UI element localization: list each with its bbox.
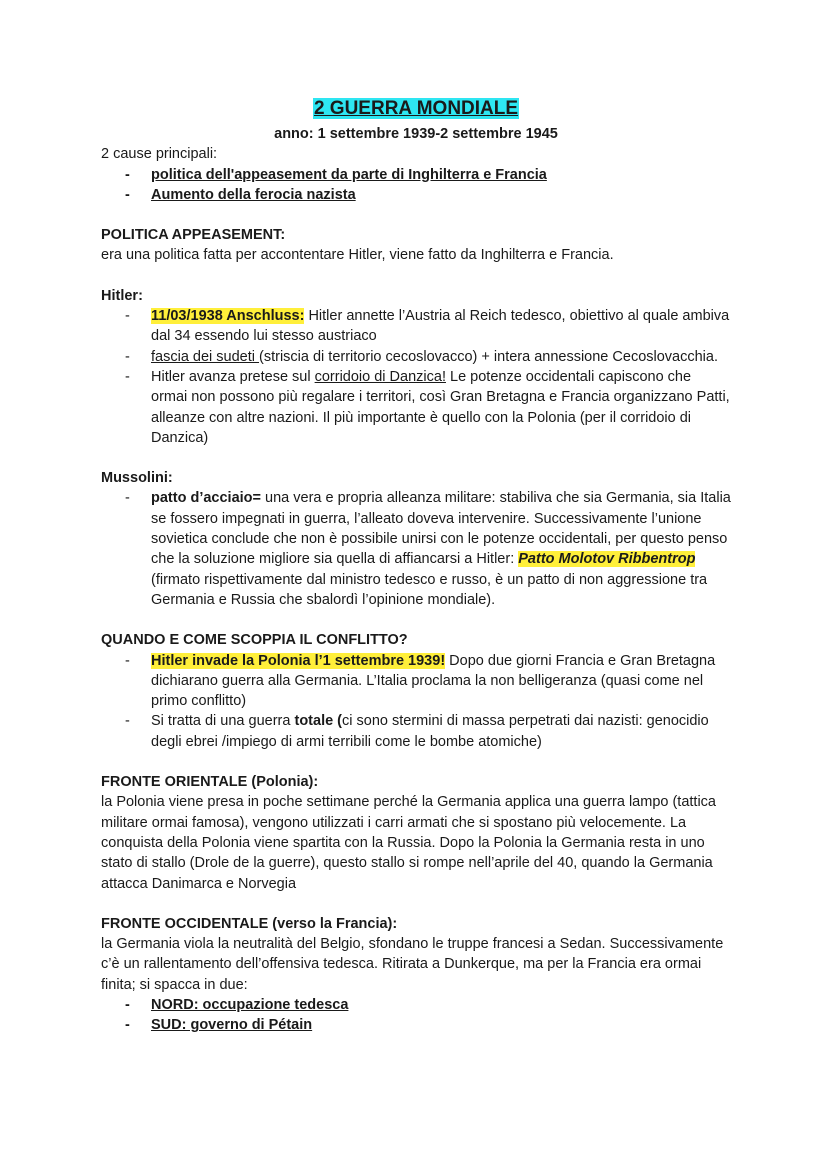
section-heading: FRONTE OCCIDENTALE (verso la Francia): (101, 915, 398, 932)
section-text: la Germania viola la neutralità del Belgio, sfondano le truppe francesi a Sedan. Successivamente c’è un rallentamento dell’offensiva tedesca. Ritirata a Dunkerque, ma per la Francia era ormai finita; si spacca in due: (101, 936, 724, 993)
list-item: - Si tratta di una guerra totale (ci sono stermini di massa perpetrati dai nazisti: genocidio degli ebrei /impiego di armi terribili come le bombe atomiche) (101, 711, 731, 752)
list-item: - patto d’acciaio= una vera e propria alleanza militare: stabiliva che sia Germania, sia Italia se fossero impegnati in guerra, l’alleato doveva intervenire. Successivamente l’unione sovietica conclude che non è possibile unirsi con le potenze occidentali, per questo penso che la soluzione migliore sia quella di affiancarsi a Hitler: Patto Molotov Ribbentrop (firmato rispettivamente dal ministro tedesco e russo, è un patto di non aggressione tra Germania e Russia che sbalordì l’opinione mondiale). (101, 488, 731, 610)
sudeti-underline: fascia dei sudeti (151, 348, 260, 365)
western-front-section (101, 914, 731, 1036)
appeasement-section (101, 225, 731, 266)
page-title: 2 GUERRA MONDIALE (313, 98, 519, 119)
list-item: - politica dell'appeasement da parte di Inghilterra e Francia (101, 165, 731, 185)
mussolini-list (101, 488, 731, 610)
patto-acciaio: patto d’acciaio= (151, 490, 261, 507)
section-heading: Hitler: (101, 287, 143, 304)
hitler-list (101, 306, 731, 448)
conflict-list (101, 651, 731, 752)
causes-intro: 2 cause principali: (101, 146, 218, 163)
document-page (101, 96, 731, 1036)
western-list (101, 995, 731, 1036)
section-heading: QUANDO E COME SCOPPIA IL CONFLITTO? (101, 632, 408, 649)
hitler-section (101, 286, 731, 448)
list-item: - Hitler avanza pretese sul corridoio di Danzica! Le potenze occidentali capiscono che ormai non possono più regalare i territori, così Gran Bretagna e Francia organizzano Patti, alleanze con altre nazioni. Il più importante è quello con la Polonia (per il corridoio di Danzica) (101, 367, 731, 448)
conflict-section (101, 630, 731, 752)
section-heading: Mussolini: (101, 470, 173, 487)
invasion-highlight: Hitler invade la Polonia l’1 settembre 1939! (151, 652, 446, 669)
anschluss-highlight: 11/03/1938 Anschluss: (151, 308, 305, 325)
section-text: era una politica fatta per accontentare Hitler, viene fatto da Inghilterra e Francia. (101, 247, 614, 264)
list-item: - 11/03/1938 Anschluss: Hitler annette l’Austria al Reich tedesco, obiettivo al quale ambiva dal 34 essendo lui stesso austriaco (101, 306, 731, 347)
totale-bold: totale ( (294, 713, 343, 730)
section-text: la Polonia viene presa in poche settimane perché la Germania applica una guerra lampo (tattica militare ormai famosa), vengono utilizzati i carri armati che si spostano più velocemente. La conquista della Polonia viene spartita con la Russia. Dopo la Polonia la Germania resta in uno stato di stallo (Drole de la guerre), questo stallo si rompe nell’aprile del 40, quando la Germania attacca Danimarca e Norvegia (101, 794, 716, 892)
list-item: - fascia dei sudeti (striscia di territorio cecoslovacco) + intera annessione Cecoslovacchia. (101, 347, 731, 367)
list-item: - NORD: occupazione tedesca (101, 995, 731, 1015)
list-item: - Hitler invade la Polonia l’1 settembre 1939! Dopo due giorni Francia e Gran Bretagna dichiarano guerra alla Germania. L’Italia proclama la non belligeranza (quasi come nel primo conflitto) (101, 651, 731, 712)
date-range: anno: 1 settembre 1939-2 settembre 1945 (274, 126, 558, 142)
section-heading: FRONTE ORIENTALE (Polonia): (101, 774, 319, 791)
list-item: - SUD: governo di Pétain (101, 1015, 731, 1035)
mussolini-section (101, 468, 731, 610)
section-heading: POLITICA APPEASEMENT: (101, 227, 286, 244)
molotov-highlight: Patto Molotov Ribbentrop (518, 551, 696, 568)
causes-list (101, 165, 731, 206)
list-item: - Aumento della ferocia nazista (101, 185, 731, 205)
eastern-front-section (101, 772, 731, 894)
danzica-underline: corridoio di Danzica! (314, 368, 446, 385)
